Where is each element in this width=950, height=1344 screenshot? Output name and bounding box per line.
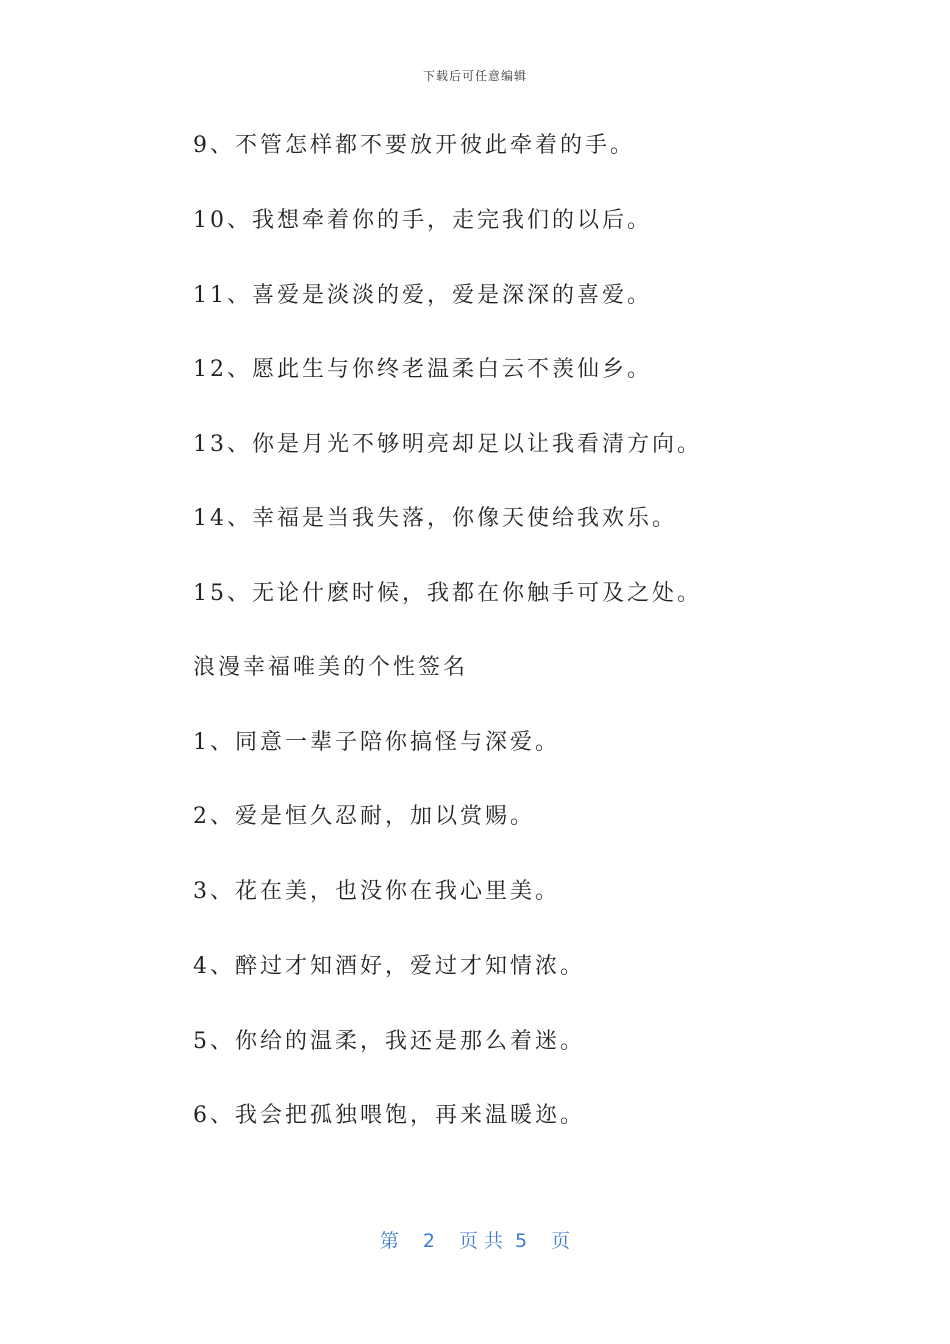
text-line: 12、愿此生与你终老温柔白云不羡仙乡。 <box>193 357 652 382</box>
text-line: 14、幸福是当我失落，你像天使给我欢乐。 <box>193 506 677 531</box>
text-line: 6、我会把孤独喂饱，再来温暖迩。 <box>193 1103 585 1128</box>
page-footer <box>0 1226 950 1253</box>
text-line: 9、不管怎样都不要放开彼此牵着的手。 <box>193 133 635 158</box>
text-line: 4、醉过才知酒好，爱过才知情浓。 <box>193 954 585 979</box>
text-line: 1、同意一辈子陪你搞怪与深爱。 <box>193 730 560 755</box>
text-line: 13、你是月光不够明亮却足以让我看清方向。 <box>193 432 702 457</box>
text-line: 5、你给的温柔，我还是那么着迷。 <box>193 1029 585 1054</box>
footer-prefix: 第 <box>379 1230 399 1252</box>
footer-middle: 页 共 <box>458 1230 504 1252</box>
text-line: 15、无论什麽时候，我都在你触手可及之处。 <box>193 581 702 606</box>
text-line: 3、花在美，也没你在我心里美。 <box>193 879 560 904</box>
section-heading: 浪漫幸福唯美的个性签名 <box>193 655 469 680</box>
text-line: 10、我想牵着你的手，走完我们的以后。 <box>193 208 652 233</box>
header-note: 下载后可任意编辑 <box>422 69 527 83</box>
footer-total-pages: 5 <box>515 1230 528 1252</box>
text-line: 11、喜爱是淡淡的爱，爱是深深的喜爱。 <box>193 283 652 308</box>
text-line: 2、爱是恒久忍耐，加以赏赐。 <box>193 804 535 829</box>
footer-suffix: 页 <box>551 1230 571 1252</box>
footer-page-number: 2 <box>422 1230 435 1252</box>
